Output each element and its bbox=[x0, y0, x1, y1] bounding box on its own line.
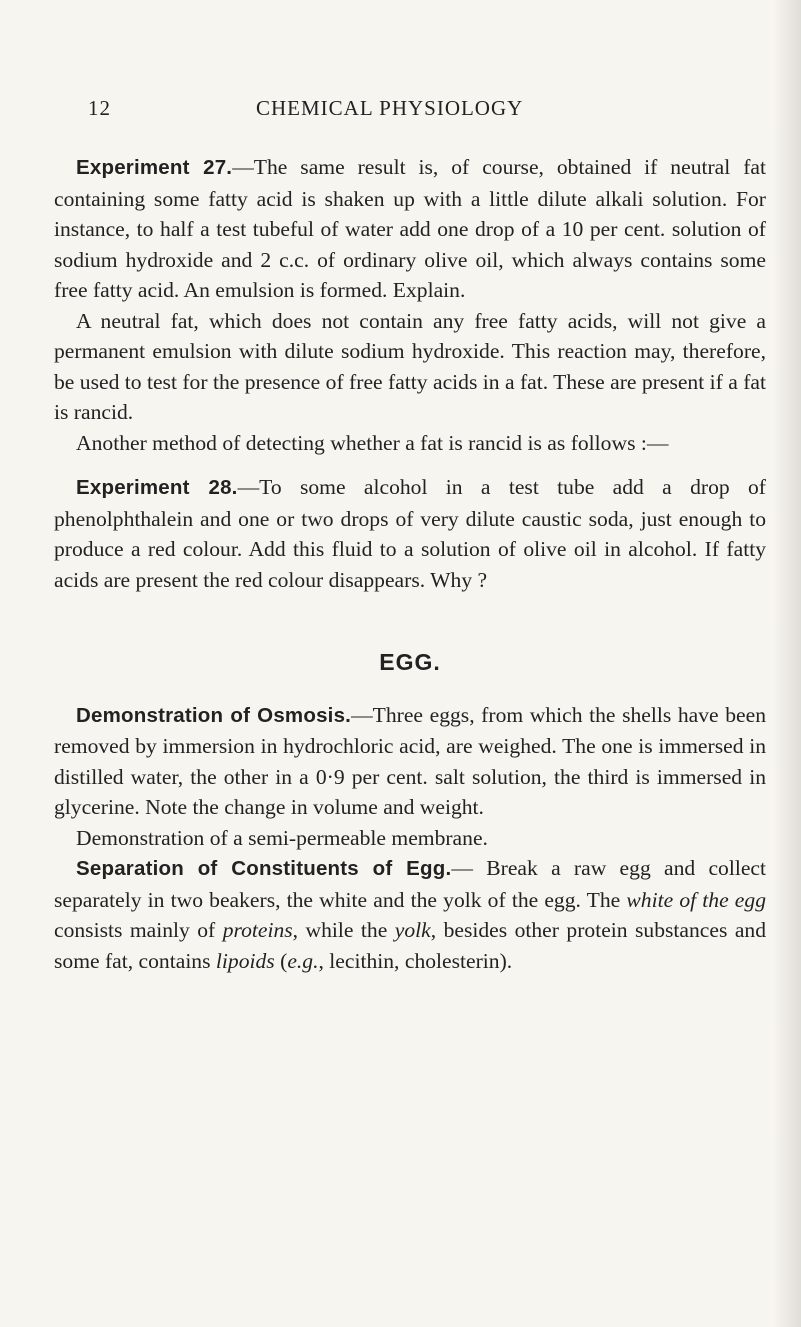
separation-text-3: , while the bbox=[292, 918, 395, 942]
experiment-28-lead: Experiment 28. bbox=[76, 476, 238, 499]
running-head: CHEMICAL PHYSIOLOGY bbox=[256, 96, 524, 120]
separation-text-4: , besides other protein substances and some fat, contains bbox=[54, 918, 766, 973]
page-number: 12 bbox=[88, 96, 111, 120]
page-header bbox=[88, 96, 788, 136]
semi-permeable-paragraph: Demonstration of a semi-permeable membrane. bbox=[76, 825, 488, 850]
osmosis-paragraph bbox=[54, 700, 766, 823]
separation-italic-eg: e.g. bbox=[287, 948, 319, 973]
separation-text-5: ( bbox=[274, 948, 288, 973]
separation-text-1: — Break a raw egg and collect separately in two beakers, the white and the yolk of the egg. The bbox=[54, 856, 766, 912]
egg-section-heading: EGG. bbox=[379, 649, 441, 675]
page-body bbox=[54, 152, 766, 976]
separation-italic-lipoids: lipoids bbox=[215, 948, 275, 973]
experiment-27-paragraph bbox=[54, 152, 766, 306]
osmosis-lead: Demonstration of Osmosis. bbox=[76, 703, 352, 727]
separation-text-2: consists mainly of bbox=[54, 918, 223, 942]
separation-lead: Separation of Constituents of Egg. bbox=[76, 857, 452, 880]
experiment-28-paragraph bbox=[54, 472, 766, 595]
separation-italic-white: white of the egg bbox=[626, 887, 766, 912]
neutral-fat-paragraph: A neutral fat, which does not contain any free fatty acids, will not give a permanent emulsion with dilute sodium hydroxide. This reaction may, therefore, be used to test for the presence of free fatty acids in a fat. These are present if a fat is rancid. bbox=[54, 308, 766, 424]
osmosis-text: —Three eggs, from which the shells have been removed by immersion in hydrochloric acid, are weighed. The one is immersed in distilled water, the other in a 0·9 per cent. salt solution, the third is immersed in glycerine. Note the change in volume and weight. bbox=[54, 702, 766, 819]
egg-heading-wrap bbox=[54, 647, 766, 678]
experiment-28-text: —To some alcohol in a test tube add a drop of phenolphthalein and one or two drops of very dilute caustic soda, just enough to produce a red colour. Add this fluid to a solution of olive oil in alcohol. If fatty acids are present the red colour disappears. Why ? bbox=[54, 475, 766, 592]
page-edge-shadow bbox=[773, 0, 801, 1327]
separation-italic-proteins: proteins bbox=[222, 918, 293, 942]
separation-italic-yolk: yolk bbox=[394, 918, 431, 942]
experiment-27-lead: Experiment 27. bbox=[76, 156, 233, 179]
experiment-27-text: —The same result is, of course, obtained if neutral fat containing some fatty acid is shaken up with a little dilute alkali solution. For instance, to half a test tubeful of water add one drop of a 10 per cent. solution of sodium hydroxide and 2 c.c. of ordinary olive oil, which always contains some free fatty acid. An emulsion is formed. Explain. bbox=[54, 155, 766, 302]
separation-paragraph bbox=[54, 853, 766, 976]
another-method-paragraph: Another method of detecting whether a fat is rancid is as follows :— bbox=[76, 430, 669, 455]
separation-text-6: , lecithin, cholesterin). bbox=[318, 948, 513, 973]
